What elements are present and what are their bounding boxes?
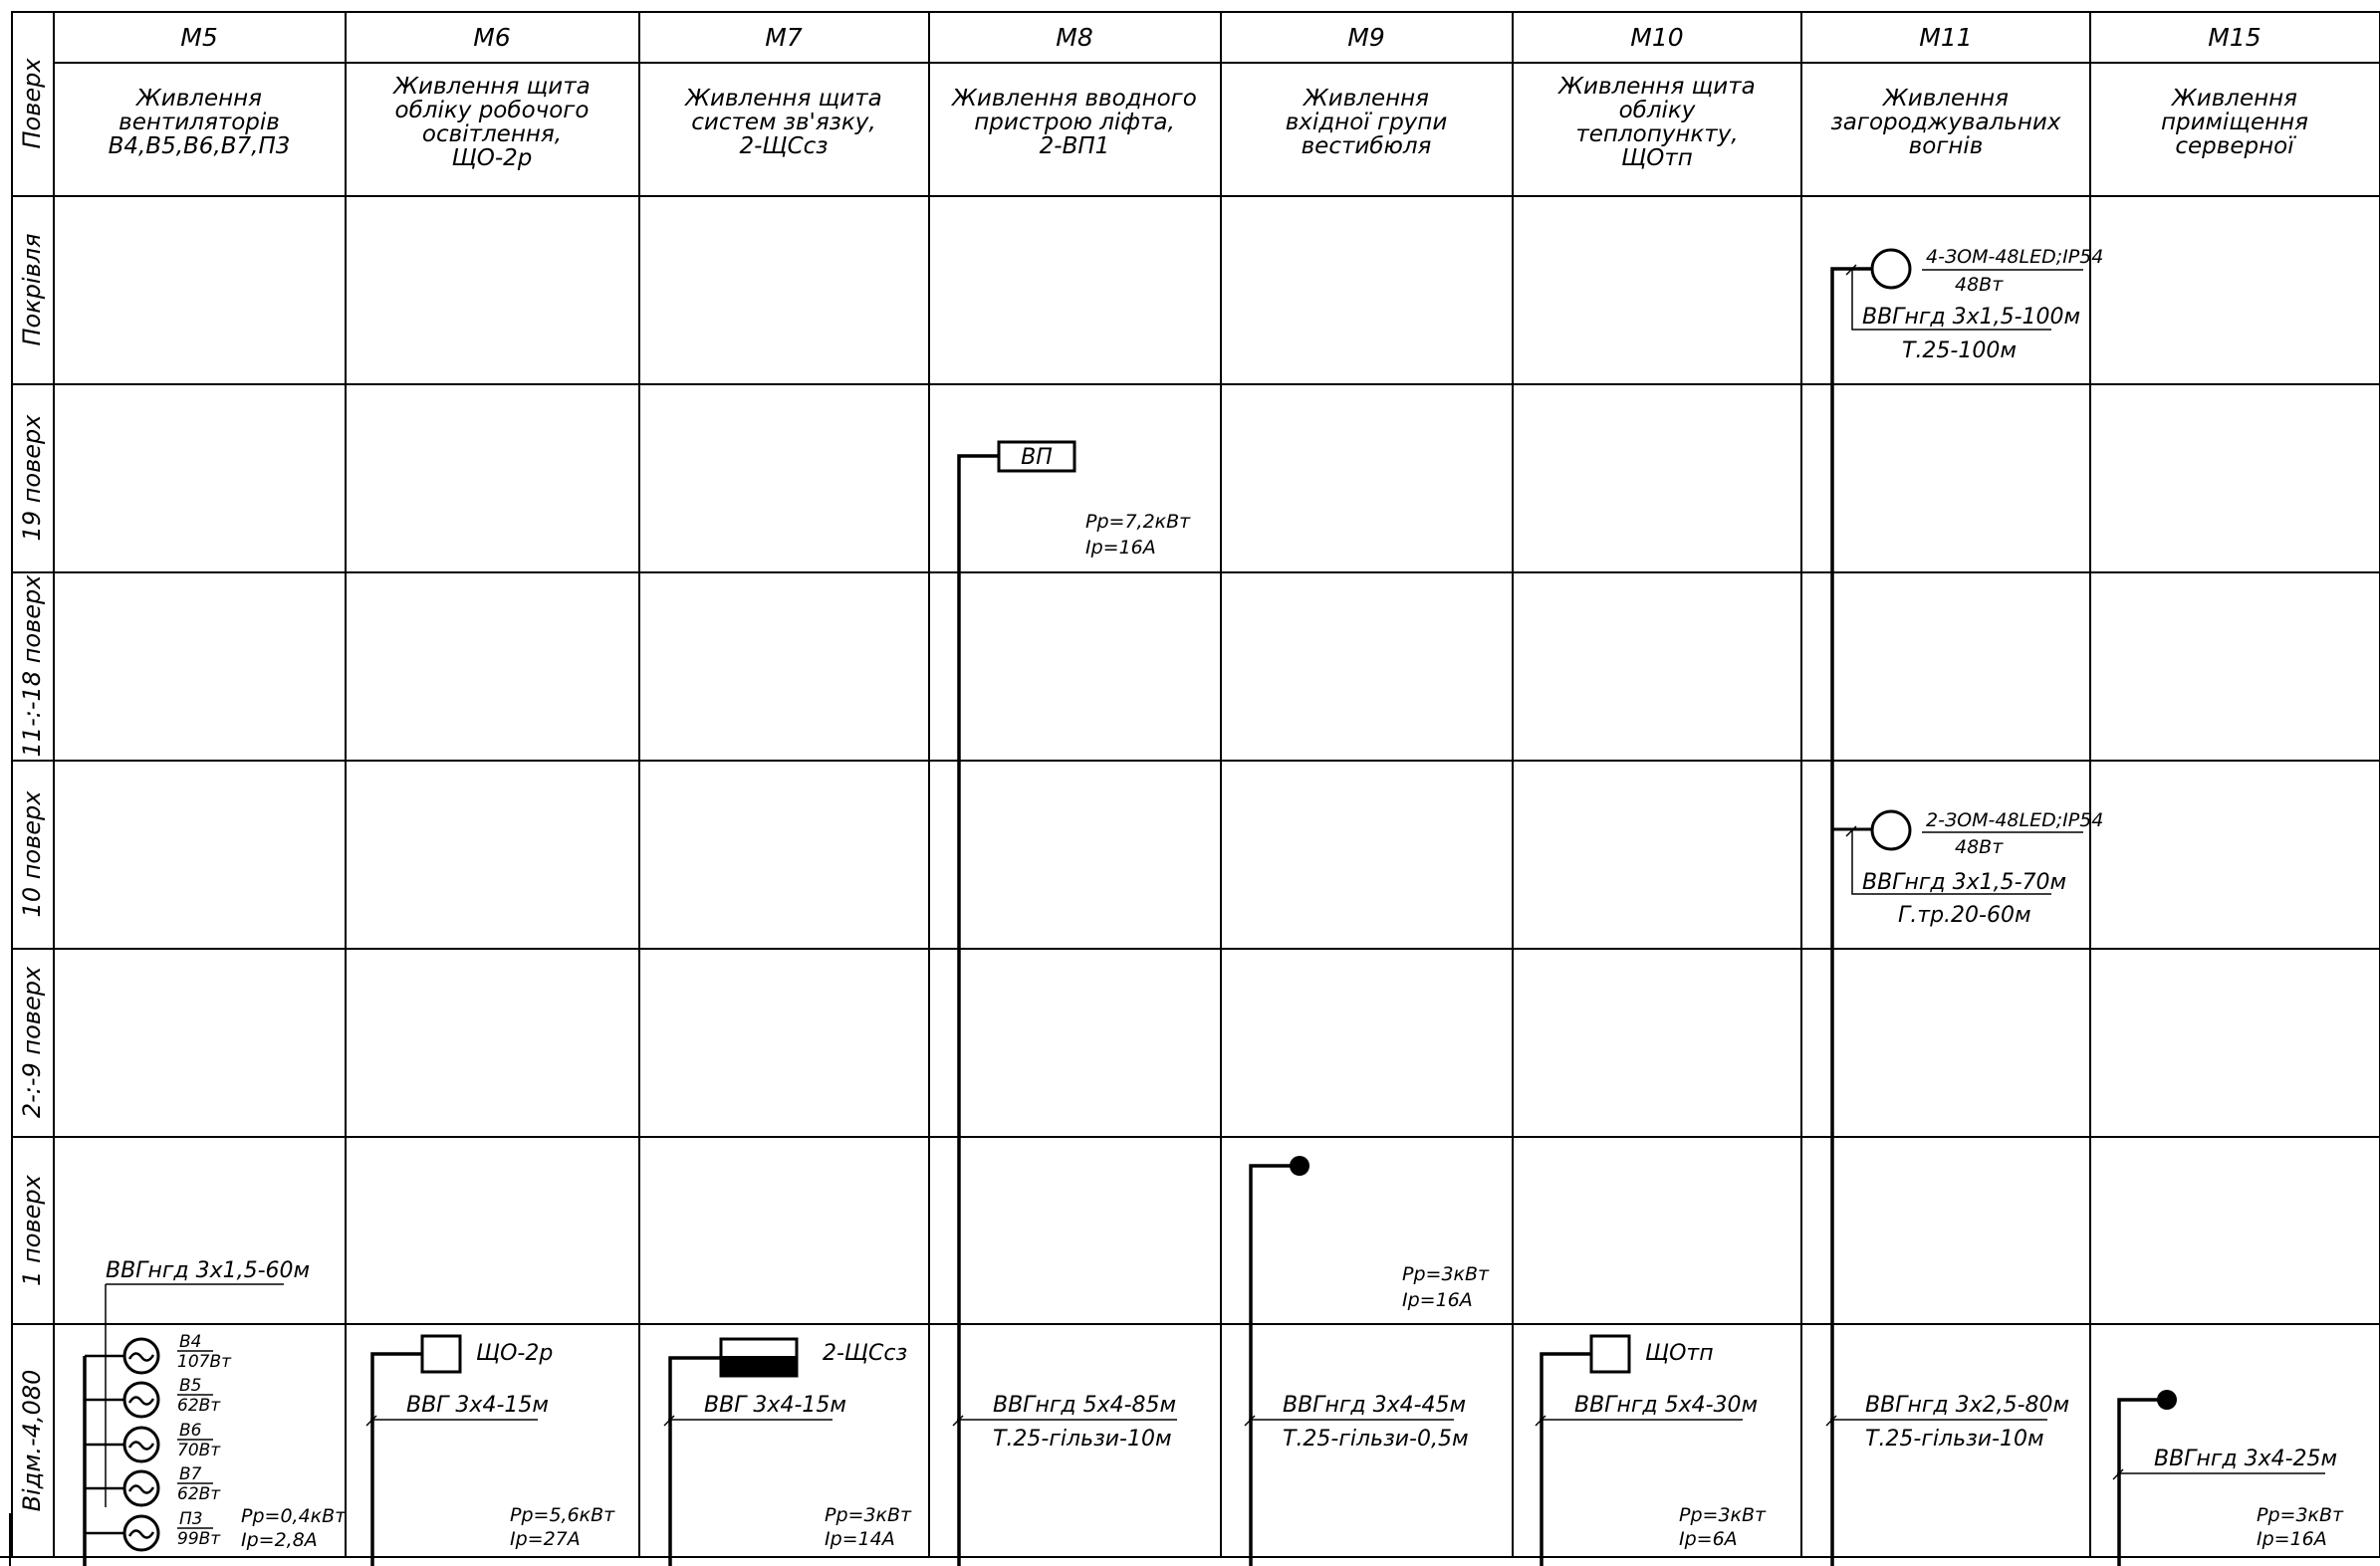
junction-dot-icon (1290, 1156, 1309, 1176)
floor-label-basement: Відм.-4,080 (18, 1369, 46, 1512)
fan-power-5: 99Вт (177, 1529, 221, 1549)
m10-panel-label: ЩОтп (1645, 1341, 1714, 1366)
m11-f10-conduit: Г.тр.20-60м (1898, 903, 2031, 928)
col-code-m8: M8 (1056, 23, 1093, 52)
col-title-m15-1: Живлення (2171, 86, 2298, 112)
fan-icon (85, 1332, 232, 1507)
floor-label-2-9: 2-:-9 поверх (18, 966, 46, 1119)
m11-roof-lamp: 4-ЗОМ-48LED;IP54 (1926, 246, 2104, 268)
m9-feeder (1249, 1156, 1490, 1566)
m6-power: Pp=5,6кВт (510, 1504, 615, 1526)
col-code-m11: M11 (1919, 23, 1973, 52)
col-title-m15-2: приміщення (2160, 110, 2309, 135)
m6-cable-label: ВВГ 3х4-15м (406, 1393, 549, 1418)
col-title-m8-1: Живлення вводного (952, 86, 1197, 112)
m11-cable-label: ВВГнгд 3х2,5-80м (1865, 1393, 2070, 1418)
m15-current: Ip=16A (2257, 1528, 2327, 1550)
fan-name-5: П3 (179, 1509, 203, 1529)
floor-label-11-18: 11-:-18 поверх (18, 574, 46, 758)
fan-power-3: 70Вт (177, 1441, 221, 1460)
fan-name-2: В5 (179, 1376, 202, 1396)
m8-power: Pp=7,2кВт (1085, 511, 1191, 533)
obstruction-light-icon (1872, 250, 1910, 288)
col-title-m6-4: ЩО-2р (451, 145, 533, 171)
m10-power: Pp=3кВт (1679, 1504, 1767, 1526)
floor-labels (18, 58, 46, 1512)
fan-name-4: В7 (179, 1464, 202, 1484)
fan-power-4: 62Вт (177, 1484, 221, 1504)
panel-icon (422, 1336, 460, 1372)
m8-current: Ip=16A (1085, 537, 1156, 559)
m6-current: Ip=27A (510, 1528, 581, 1550)
panel-icon (1591, 1336, 1629, 1372)
m10-current: Ip=6A (1679, 1528, 1738, 1550)
col-title-m7-1: Живлення щита (685, 86, 882, 112)
col-title-m7-2: систем зв'язку, (691, 110, 876, 135)
col-title-m10-1: Живлення щита (1558, 74, 1756, 100)
m7-current: Ip=14A (825, 1528, 895, 1550)
col-title-m8-2: пристрою ліфта, (974, 110, 1175, 135)
m6-panel-label: ЩО-2р (476, 1341, 554, 1366)
fan-power-1: 107Вт (177, 1352, 232, 1372)
col-title-m10-3: теплопункту, (1575, 121, 1739, 147)
col-title-m8-3: 2-ВП1 (1039, 133, 1110, 159)
fan-icon (85, 1509, 221, 1550)
col-code-m9: M9 (1347, 23, 1385, 52)
m7-power: Pp=3кВт (825, 1504, 912, 1526)
m11-conduit-label: Т.25-гільзи-10м (1865, 1427, 2044, 1452)
fan-name-1: В4 (179, 1332, 202, 1352)
col-title-m10-2: обліку (1618, 98, 1696, 123)
column-descriptions (109, 74, 2309, 171)
m11-f10-cable: ВВГнгд 3х1,5-70м (1862, 870, 2067, 895)
m11-f10-power: 48Вт (1955, 836, 2004, 858)
m7-cable-label: ВВГ 3х4-15м (704, 1393, 846, 1418)
col-code-m7: M7 (765, 23, 803, 52)
m5-power: Pp=0,4кВт (241, 1505, 347, 1527)
col-title-m5-1: Живлення (135, 86, 263, 112)
col-title-m5-2: вентиляторів (119, 110, 280, 135)
m5-cable-label: ВВГнгд 3х1,5-60м (106, 1258, 311, 1283)
m10-feeder (1540, 1336, 1767, 1566)
corner-label: Поверх (18, 58, 46, 149)
m5-current: Ip=2,8A (241, 1529, 318, 1551)
cable-tick-marks (366, 265, 2123, 1479)
col-title-m6-2: обліку робочого (394, 98, 590, 123)
m11-roof-cable: ВВГнгд 3х1,5-100м (1862, 305, 2081, 330)
fan-power-2: 62Вт (177, 1396, 221, 1416)
col-title-m5-3: В4,В5,В6,В7,П3 (108, 133, 291, 159)
obstruction-light-icon (1872, 811, 1910, 849)
floor-label-10: 10 поверх (18, 790, 46, 918)
m10-cable-label: ВВГнгд 5х4-30м (1574, 1393, 1759, 1418)
m6-feeder (370, 1336, 615, 1566)
m7-feeder (668, 1339, 912, 1566)
m11-f10-lamp: 2-ЗОМ-48LED;IP54 (1926, 809, 2104, 831)
m11-roof-conduit: Т.25-100м (1902, 338, 2017, 363)
floor-label-1: 1 поверх (18, 1175, 46, 1286)
col-code-m10: M10 (1630, 23, 1684, 52)
col-title-m11-2: загороджувальних (1830, 110, 2061, 135)
col-title-m10-4: ЩОтп (1621, 145, 1693, 171)
col-title-m6-1: Живлення щита (393, 74, 591, 100)
col-code-m6: M6 (473, 23, 511, 52)
m9-conduit-label: Т.25-гільзи-0,5м (1283, 1427, 1469, 1452)
m11-feeder (1830, 246, 2103, 1566)
col-title-m9-3: вестибюля (1301, 133, 1432, 159)
m5-fan-group (85, 1258, 347, 1566)
m9-cable-label: ВВГнгд 3х4-45м (1283, 1393, 1467, 1418)
m7-panel-label: 2-ЩСсз (823, 1341, 908, 1366)
m15-power: Pp=3кВт (2257, 1504, 2344, 1526)
col-title-m7-3: 2-ЩСсз (739, 133, 829, 159)
col-code-m15: M15 (2208, 23, 2261, 52)
m15-cable-label: ВВГнгд 3х4-25м (2154, 1447, 2338, 1471)
m8-feeder (957, 442, 1191, 1566)
m11-roof-power: 48Вт (1955, 274, 2004, 296)
m15-feeder (2117, 1390, 2344, 1566)
m8-cable-label: ВВГнгд 5х4-85м (993, 1393, 1177, 1418)
m9-current: Ip=16A (1402, 1289, 1473, 1311)
m9-power: Pp=3кВт (1402, 1263, 1490, 1285)
col-title-m9-1: Живлення (1303, 86, 1430, 112)
fan-name-3: В6 (179, 1421, 202, 1441)
col-title-m11-3: вогнів (1908, 133, 1984, 159)
col-title-m15-3: серверної (2175, 133, 2294, 159)
col-title-m9-2: вхідної групи (1285, 110, 1448, 135)
m8-conduit-label: Т.25-гільзи-10м (993, 1427, 1172, 1452)
col-code-m5: M5 (180, 23, 218, 52)
floor-label-19: 19 поверх (18, 414, 46, 542)
floor-label-roof: Покрівля (18, 233, 46, 346)
junction-dot-icon (2157, 1390, 2177, 1410)
m8-device-label: ВП (1021, 445, 1053, 470)
col-title-m11-1: Живлення (1882, 86, 2010, 112)
col-title-m6-3: освітлення, (421, 121, 563, 147)
